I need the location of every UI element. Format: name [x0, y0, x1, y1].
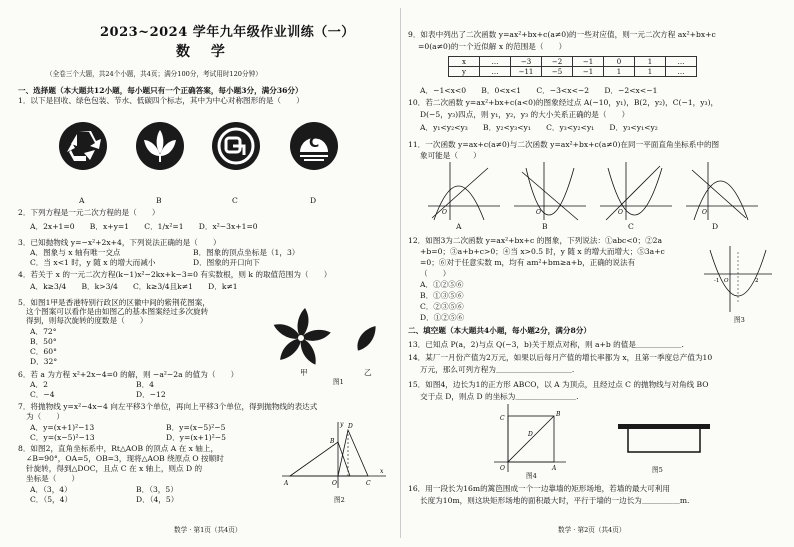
question-16-line2: 长度为10m，则这块矩形场地的面积最大时，平行于墙的一边长为＿＿＿＿＿m. [420, 496, 690, 505]
q3-option-d: D．图象的开口向下 [193, 258, 260, 267]
question-11-line1: 11．一次函数 y=ax+c(a≠0)与二次函数 y=ax²+bx+c(a≠0)在同一平面直角坐标系中的图 [408, 140, 720, 149]
fig1-caption: 图1 [333, 378, 344, 386]
svg-text:O: O [702, 209, 707, 216]
svg-text:O: O [536, 209, 541, 216]
svg-text:C: C [309, 135, 320, 151]
exam-instructions: （全卷三个大题，共24个小题，共4页；满分100分，考试用时120分钟） [46, 70, 262, 78]
svg-text:x: x [380, 468, 384, 475]
q2-options: A．2x+1=0 B．x+y=1 C．1/x²=1 D．x²−3x+1=0 [30, 222, 258, 231]
fig1-label-yi: 乙 [364, 368, 372, 377]
figure-2-triangle [280, 418, 390, 496]
q7-option-d: D．y=(x+1)²−5 [166, 433, 226, 442]
q11-option-b: B [542, 222, 548, 231]
question-15-line2: 交于点 D，则点 D 的坐标为＿＿＿＿＿＿＿＿. [420, 392, 579, 401]
table-cell: −3 [511, 57, 542, 67]
q11-option-c: C [628, 222, 634, 231]
q5-option-b: B．50° [30, 337, 57, 346]
section-2-heading: 二、填空题（本大题共4小题，每小题2分，满分8分） [408, 326, 591, 335]
svg-text:C: C [500, 415, 505, 422]
table-cell: … [666, 67, 697, 77]
svg-text:D: D [348, 423, 353, 430]
recycle-logo [59, 122, 107, 170]
svg-text:B: B [330, 438, 335, 445]
svg-text:D: D [528, 431, 533, 438]
question-8-line3: 针旋转，得到△DOC，且点 C 在 x 轴上，则点 D 的 [26, 464, 203, 473]
low-carbon-logo [290, 122, 338, 170]
question-8-line2: ∠B=90°，OA=5，OB=3，现将△AOB 绕原点 O 按顺时 [26, 454, 224, 463]
q11-graph-options [428, 162, 758, 222]
question-14-line2: 万元，那么可列方程为＿＿＿＿＿＿＿＿＿＿. [420, 365, 575, 374]
question-12-line2: +b=0；③a+b+c>0；④当 x>0.5 时，y 随 x 的增大而增大；⑤3a+c [420, 247, 665, 256]
question-7-line2: 为（ ） [26, 412, 64, 421]
question-10-line2: D(−5，y₃)四点，则 y₁，y₂，y₃ 的大小关系正确的是（ ） [420, 110, 630, 119]
q8-option-d: D．（4，5） [136, 495, 179, 504]
question-3: 3．已知抛物线 y=−x²+2x+4，下列说法正确的是（ ） [18, 238, 221, 247]
left-page [18, 0, 393, 547]
right-page-footer: 数学 · 第2页（共4页） [558, 526, 626, 534]
q8-option-c: C．（5，4） [30, 495, 73, 504]
q9-value-table [448, 56, 697, 77]
exam-title: 2023~2024 学年九年级作业训练（一） [100, 25, 355, 40]
question-14-line1: 14．某厂一月份产值为2万元，如果以后每月产值的增长率都为 x，且第一季度总产值为10 [408, 353, 713, 362]
q5-option-a: A．72° [30, 327, 57, 336]
q1-option-c: C [232, 196, 238, 205]
figure-5-fence [616, 420, 716, 460]
q7-option-a: A．y=(x+1)²−13 [30, 423, 95, 432]
green-package-logo [136, 122, 184, 170]
table-cell: −1 [573, 67, 604, 77]
fig2-caption: 图2 [334, 496, 345, 504]
svg-text:O: O [724, 278, 729, 284]
q1-option-a: A [79, 196, 85, 205]
question-5-line3: 得到，则每次旋转的度数是（ ） [26, 316, 148, 325]
fig3-caption: 图3 [734, 316, 745, 324]
svg-text:O: O [332, 480, 337, 487]
subject-title: 数 学 [176, 44, 233, 60]
question-12-line1: 12．如图3为二次函数 y=ax²+bx+c 的图象，下列说法：①abc<0；②2a [408, 236, 663, 245]
table-row [449, 57, 697, 67]
table-cell: −11 [511, 67, 542, 77]
question-5-line2: 这个图案可以看作是由如图乙的基本图案经过多次旋转 [26, 307, 209, 316]
q9-options: A．−1<x<0 B．0<x<1 C．−3<x<−2 D．−2<x<−1 [420, 86, 658, 95]
q1-option-d: D [310, 196, 317, 205]
question-5-line1: 5．如图1甲是香港特别行政区的区徽中间的紫荆花图案， [18, 298, 210, 307]
table-cell: −5 [542, 67, 573, 77]
svg-text:A: A [552, 465, 557, 472]
question-16-line1: 16．用一段长为16m的篱笆围成一个一边靠墙的矩形场地，若墙的最大可利用 [408, 484, 670, 493]
svg-text:-1: -1 [714, 278, 720, 284]
table-cell: 1 [604, 67, 635, 77]
q11-graph-c [600, 162, 672, 220]
q8-option-a: A．（3，4） [30, 485, 72, 494]
table-cell: … [480, 57, 511, 67]
question-12-line3: =0；⑥对于任意实数 m，均有 am²+bm≥a+b，正确的说法有 [420, 258, 636, 267]
svg-text:O: O [500, 465, 505, 472]
q12-option-c: C．②③⑤⑥ [420, 302, 464, 311]
page-divider [400, 8, 401, 538]
question-11-line2: 象可能是（ ） [420, 151, 481, 160]
svg-text:A: A [284, 480, 289, 487]
question-9-line2: =0(a≠0)的一个近似解 x 的范围是（ ） [418, 42, 567, 51]
question-8-line4: 坐标是（ ） [26, 474, 80, 483]
q1-option-b: B [156, 196, 162, 205]
q3-option-a: A．图象与 x 轴有唯一交点 [30, 248, 121, 257]
q3-option-b: B．图象的顶点坐标是（1，3） [193, 248, 300, 257]
question-13: 13．已知点 P(a，2)与点 Q(−3，b)关于原点对称，则 a+b 的值是＿＿＿＿＿＿. [408, 340, 684, 349]
question-12-line4: （ ） [420, 269, 451, 278]
figure-4-square [490, 402, 570, 474]
fig5-caption: 图5 [652, 466, 663, 474]
q6-option-c: C．−4 [30, 390, 55, 399]
table-cell: … [480, 67, 511, 77]
svg-text:C: C [366, 480, 371, 487]
question-7-line1: 7．将抛物线 y=x²−4x−4 向左平移3个单位，再向上平移3个单位，得到抛物线的表达式 [18, 402, 318, 411]
q12-option-a: A．①②⑤⑥ [420, 280, 464, 289]
q7-option-c: C．y=(x−5)²−13 [30, 433, 95, 442]
svg-text:B: B [556, 411, 561, 418]
water-saving-logo [212, 122, 260, 170]
question-6: 6．若 a 为方程 x²+2x−4=0 的解，则 −a²−2a 的值为（ ） [18, 370, 239, 379]
q11-option-a: A [456, 222, 462, 231]
q10-options: A．y₁<y₂<y₃ B．y₂<y₃<y₁ C．y₃<y₂<y₁ D．y₃<y₁<y₂ [420, 123, 658, 132]
q6-option-a: A．2 [30, 380, 48, 389]
q4-options: A．k≥3/4 B．k>3/4 C．k≥3/4且k≠1 D．k≠1 [30, 282, 238, 291]
table-cell: 0 [604, 57, 635, 67]
right-page [408, 0, 784, 547]
q12-option-d: D．①②⑤⑥ [420, 313, 465, 322]
svg-text:O: O [442, 209, 447, 216]
question-10-line1: 10．若二次函数 y=ax²+bx+c(a<0)的图象经过点 A(−10，y₁)，B(2，y₂)，C(−1，y₃)， [408, 98, 719, 107]
table-cell: 1 [635, 67, 666, 77]
q11-graph-b [514, 162, 586, 220]
table-cell: … [666, 57, 697, 67]
q6-option-d: D．−12 [136, 390, 166, 399]
question-2: 2．下列方程是一元二次方程的是（ ） [18, 208, 160, 217]
table-cell: −2 [542, 57, 573, 67]
table-row [449, 67, 697, 77]
svg-text:y: y [340, 421, 344, 428]
q5-option-c: C．60° [30, 347, 57, 356]
q5-option-d: D．32° [30, 357, 58, 366]
question-1: 1．以下是回收、绿色包装、节水、低碳四个标志，其中为中心对称图形的是（ ） [18, 96, 304, 105]
q8-option-b: B．（3，5） [136, 485, 178, 494]
question-8-line1: 8．如图2，直角坐标系中，Rt△AOB 的顶点 A 在 x 轴上， [18, 444, 219, 453]
table-cell: −1 [573, 57, 604, 67]
table-cell: x [449, 57, 480, 67]
fig1-label-jia: 甲 [300, 368, 308, 377]
question-9-line1: 9．如表中列出了二次函数 y=ax²+bx+c(a≠0)的一些对应值，则一元二次方程 ax²+bx+c [408, 30, 716, 39]
fig4-caption: 图4 [526, 472, 537, 480]
q3-option-c: C．当 x<1 时，y 随 x 的增大而减小 [30, 258, 156, 267]
left-page-footer: 数学 · 第1页（共4页） [174, 526, 242, 534]
table-cell: 1 [635, 57, 666, 67]
q12-option-b: B．①③⑤⑥ [420, 291, 464, 300]
section-1-heading: 一、选择题（本大题共12小题，每小题只有一个正确答案，每小题3分，满分36分） [18, 86, 303, 95]
question-4: 4．若关于 x 的一元二次方程(k−1)x²−2kx+k−3=0 有实数根，则 k 的取值范围为（ ） [18, 270, 332, 279]
question-15-line1: 15．如图4，边长为1的正方形 ABCO，以 A 为顶点，且经过点 C 的抛物线与对角线 BO [408, 380, 709, 389]
q11-graph-a [428, 162, 500, 220]
svg-text:O: O [618, 209, 623, 216]
q11-option-d: D [712, 222, 719, 231]
table-cell: y [449, 67, 480, 77]
figure-3-parabola [704, 244, 774, 314]
svg-text:2: 2 [755, 278, 759, 284]
q7-option-b: B．y=(x−5)²−5 [166, 423, 226, 432]
q1-logos-figure [58, 108, 358, 198]
q11-graph-d [686, 162, 758, 220]
q6-option-b: B．4 [136, 380, 155, 389]
